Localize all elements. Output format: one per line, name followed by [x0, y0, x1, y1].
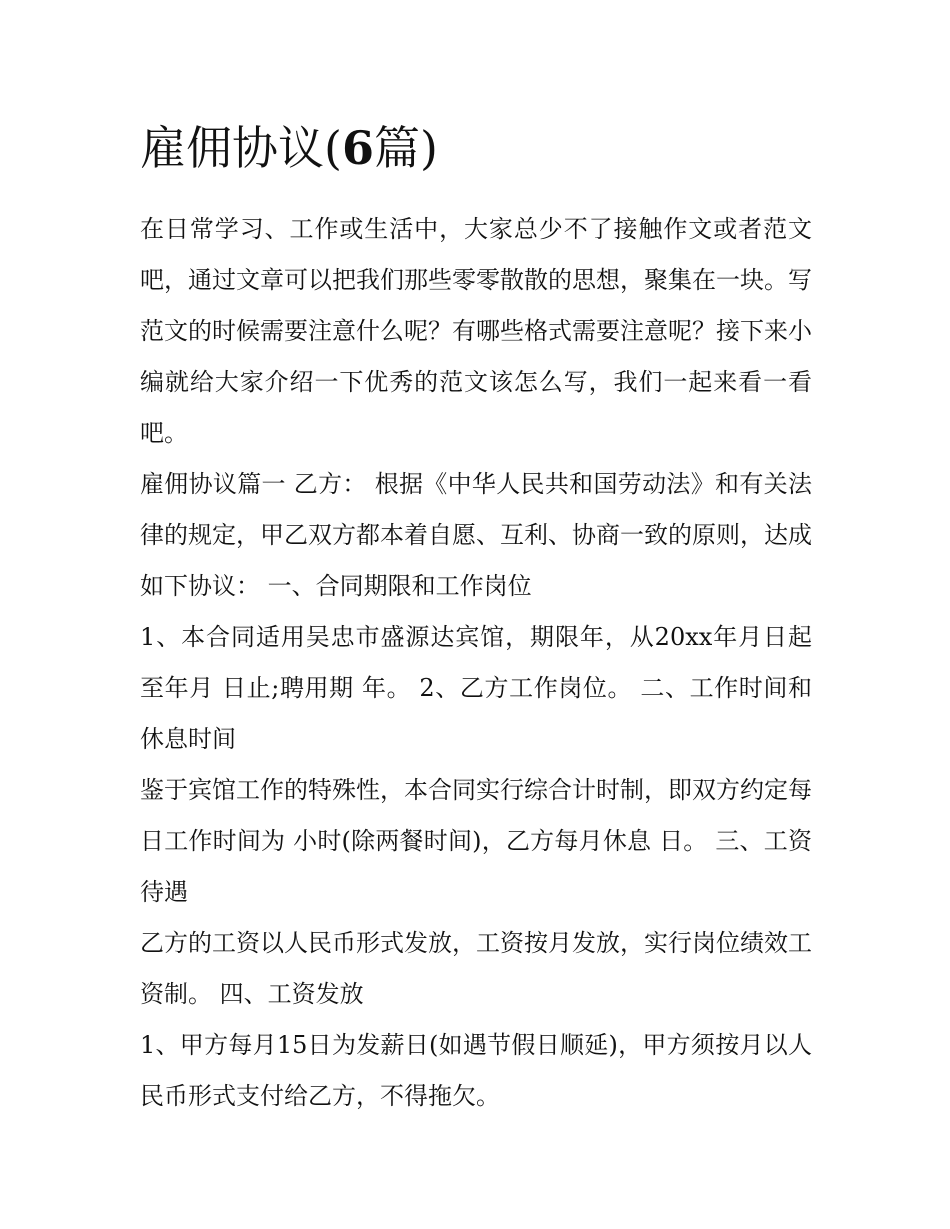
contract-term-paragraph: 1、本合同适用吴忠市盛源达宾馆，期限年，从20xx年月日起至年月 日止;聘用期 年。 2、乙方工作岗位。 二、工作时间和休息时间 — [140, 623, 812, 753]
title-number: 6 — [341, 121, 374, 175]
title-suffix: 篇) — [373, 121, 438, 175]
agreement-preamble-paragraph: 雇佣协议篇一 乙方： 根据《中华人民共和国劳动法》和有关法律的规定，甲乙双方都本着自愿、互利、协商一致的原则，达成如下协议： 一、合同期限和工作岗位 — [140, 470, 812, 600]
working-hours-paragraph: 鉴于宾馆工作的特殊性，本合同实行综合计时制，即双方约定每日工作时间为 小时(除两餐时间)，乙方每月休息 日。 三、工资待遇 — [140, 776, 812, 906]
salary-paragraph: 乙方的工资以人民币形式发放，工资按月发放，实行岗位绩效工资制。 四、工资发放 — [140, 929, 812, 1008]
intro-paragraph: 在日常学习、工作或生活中，大家总少不了接触作文或者范文吧，通过文章可以把我们那些零零散散的思想，聚集在一块。写范文的时候需要注意什么呢？有哪些格式需要注意呢？接下来小编就给大家介绍一下优秀的范文该怎么写，我们一起来看一看吧。 — [140, 215, 812, 447]
salary-payment-paragraph: 1、甲方每月15日为发薪日(如遇节假日顺延)，甲方须按月以人民币形式支付给乙方，不得拖欠。 — [140, 1031, 812, 1110]
document-body — [140, 204, 812, 1122]
document-title — [140, 118, 812, 178]
title-prefix: 雇佣协议( — [140, 121, 342, 175]
document-content — [140, 118, 812, 1122]
